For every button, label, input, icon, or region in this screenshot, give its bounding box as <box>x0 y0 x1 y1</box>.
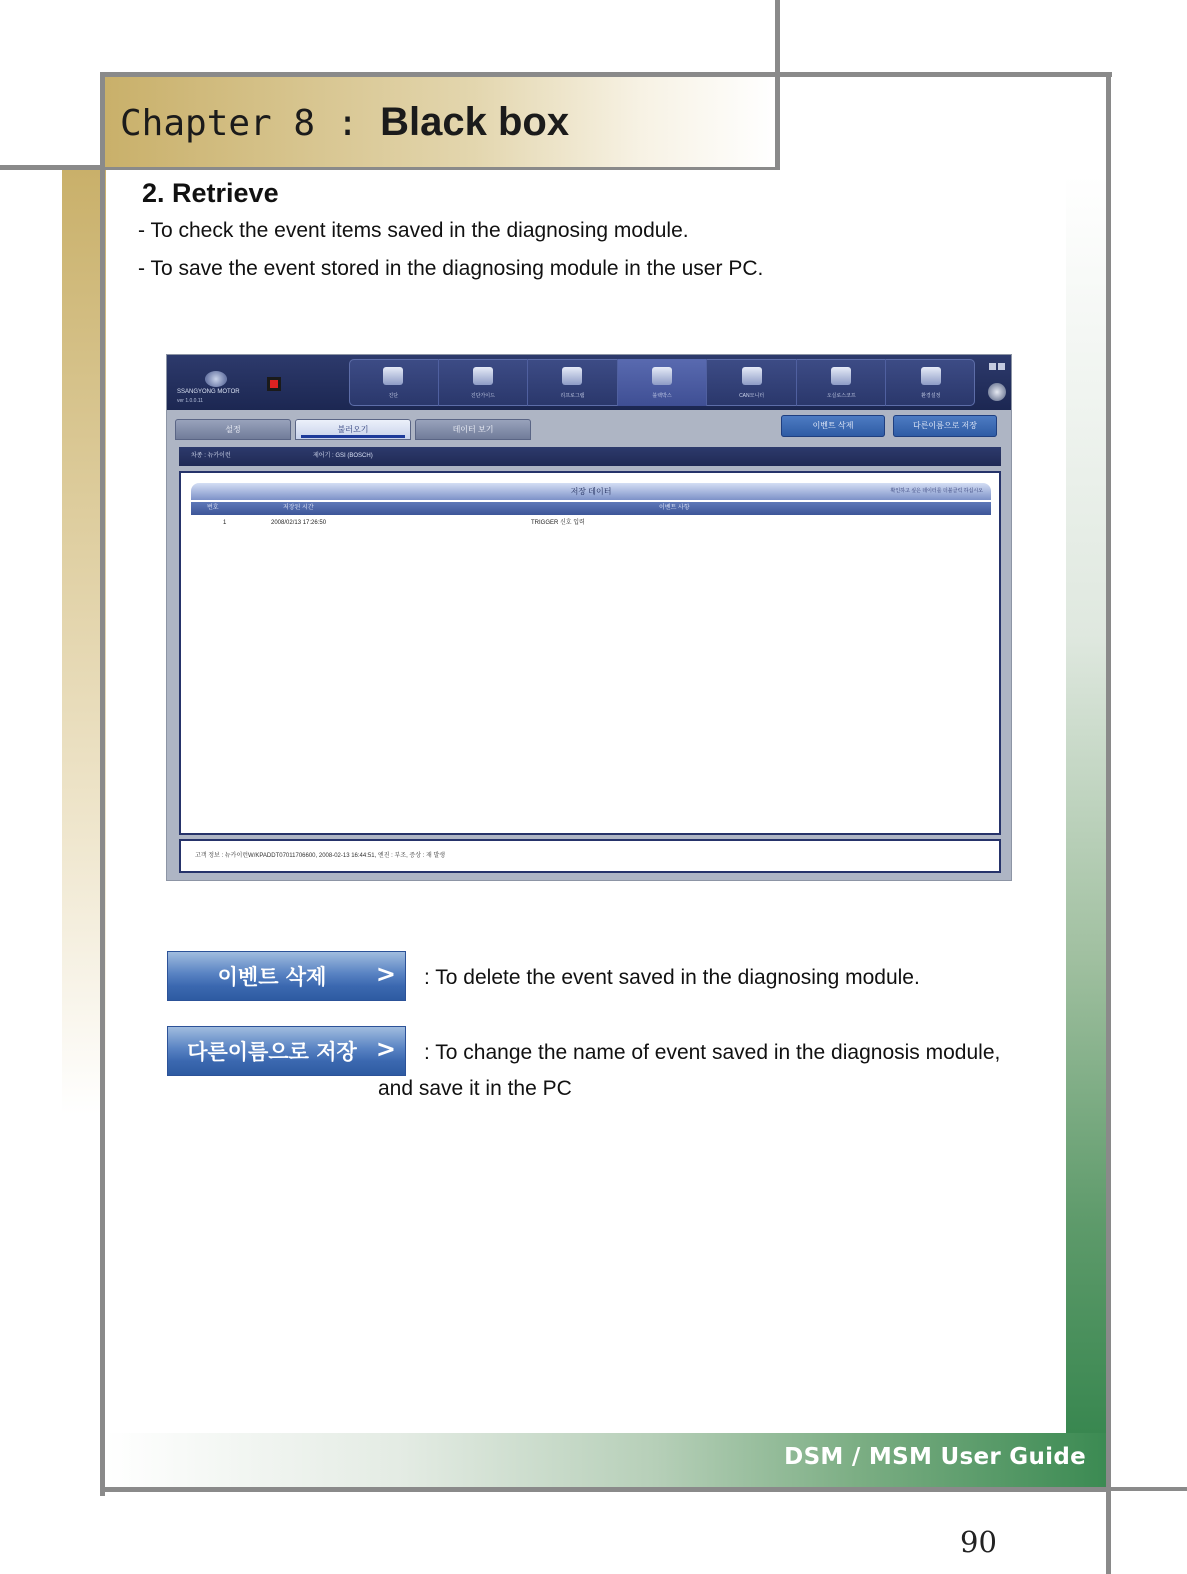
customer-info-bar: 고객 정보 : 뉴카이런W/KPADDT07011706600, 2008-02-13 16:44:51, 엔진 : 부조, 증상 : 재 발생 <box>179 839 1001 873</box>
menu-label: 진단가이드 <box>470 393 495 399</box>
menu-item-oscilloscope[interactable] <box>797 359 887 406</box>
menu-label: 리프로그램 <box>560 393 585 399</box>
save-as-button[interactable]: 다른이름으로 저장 <box>893 415 997 437</box>
minimize-icon[interactable] <box>989 363 996 370</box>
row-time: 2008/02/13 17:26:50 <box>271 520 327 526</box>
col-number: 번호 <box>207 505 219 511</box>
vehicle-info-bar <box>179 447 1001 466</box>
connection-indicator-icon <box>267 377 281 391</box>
magnifier-icon <box>383 367 403 385</box>
menu-label: 오실로스코프 <box>826 393 856 399</box>
chapter-heading <box>120 100 569 145</box>
main-menu <box>349 359 975 406</box>
tab-load[interactable]: 불러오기 <box>295 419 411 440</box>
menu-label: CAN모니터 <box>739 393 765 399</box>
grid-title: 저장 데이터 <box>570 487 612 496</box>
save-as-description-cont: and save it in the PC <box>378 1077 572 1100</box>
menu-item-blackbox[interactable] <box>618 359 708 406</box>
settings-icon <box>921 367 941 385</box>
network-icon <box>742 367 762 385</box>
menu-label: 환경설정 <box>921 393 941 399</box>
window-controls[interactable] <box>989 357 1007 365</box>
page-number: 90 <box>960 1525 997 1559</box>
delete-event-button[interactable]: 이벤트 삭제 <box>781 415 885 437</box>
globe-icon[interactable] <box>988 383 1006 401</box>
menu-item-guide[interactable] <box>439 359 529 406</box>
row-event: TRIGGER 신호 입력 <box>531 520 585 526</box>
grid-title-bar <box>191 483 991 500</box>
section-title: 2. Retrieve <box>142 178 279 208</box>
tab-data-view[interactable]: 데이터 보기 <box>415 419 531 440</box>
col-event: 이벤트 사항 <box>659 505 690 511</box>
bullet-save-events: - To save the event stored in the diagnosing module in the user PC. <box>138 257 764 280</box>
bullet-check-events: - To check the event items saved in the diagnosing module. <box>138 219 689 242</box>
frame-right <box>1106 72 1111 1574</box>
tab-settings[interactable]: 설정 <box>175 419 291 440</box>
chevron-right-icon: > <box>375 1035 396 1063</box>
delete-button-label: 이벤트 삭제 <box>217 965 327 989</box>
close-icon[interactable] <box>998 363 1005 370</box>
chapter-prefix: Chapter 8 : <box>120 103 381 144</box>
right-green-strip <box>1066 175 1107 1489</box>
save-as-description: : To change the name of event saved in the diagnosis module, <box>424 1041 1001 1064</box>
saved-data-panel <box>179 471 1001 835</box>
frame-bottom-right <box>1066 1487 1187 1491</box>
menu-item-diagnosis[interactable] <box>349 359 439 406</box>
row-number: 1 <box>223 520 227 526</box>
col-saved-time: 저장된 시간 <box>283 505 314 511</box>
controller-info: 제어기 : GSI (BOSCH) <box>313 453 373 459</box>
menu-item-settings[interactable] <box>886 359 975 406</box>
grid-hint: 확인하고 싶은 데이터를 더블클릭 하십시오 <box>890 488 983 494</box>
blackbox-icon <box>652 367 672 385</box>
diamond-icon <box>473 367 493 385</box>
chevron-right-icon: > <box>375 960 396 988</box>
app-toolbar <box>167 355 1011 410</box>
chapter-title: Black box <box>380 100 570 144</box>
menu-item-can-monitor[interactable] <box>707 359 797 406</box>
save-as-button-label: 다른이름으로 저장 <box>187 1040 357 1064</box>
monitor-icon <box>562 367 582 385</box>
app-screenshot <box>167 355 1011 880</box>
grid-column-header <box>191 502 991 515</box>
logo-version: ver 1.0.0.11 <box>177 398 204 404</box>
menu-label: 블랙박스 <box>652 393 672 399</box>
guide-title: DSM / MSM User Guide <box>784 1444 1086 1470</box>
logo-brand: SSANGYONG MOTOR <box>177 389 240 395</box>
delete-description: : To delete the event saved in the diagnosing module. <box>424 966 920 989</box>
delete-event-button-large <box>167 951 406 1001</box>
menu-label: 진단 <box>388 393 399 399</box>
menu-item-reprogram[interactable] <box>528 359 618 406</box>
company-logo <box>177 365 257 407</box>
table-row[interactable] <box>191 517 991 529</box>
frame-bottom <box>100 1487 1110 1492</box>
logo-badge <box>205 371 227 387</box>
vehicle-model: 차종 : 뉴카이런 <box>191 453 231 459</box>
scope-icon <box>831 367 851 385</box>
frame-left <box>100 72 105 1496</box>
frame-vertical-tab <box>775 0 780 170</box>
save-as-button-large <box>167 1026 406 1076</box>
